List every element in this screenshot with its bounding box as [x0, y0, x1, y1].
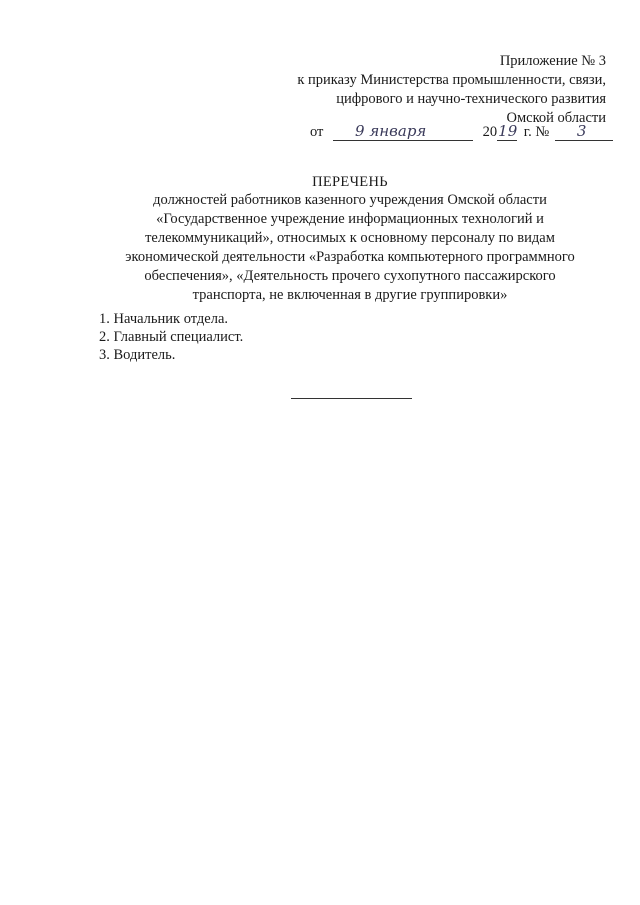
number-label: г. №	[523, 124, 550, 140]
list-item: 3. Водитель.	[99, 347, 176, 363]
handwritten-year: 19	[498, 122, 518, 140]
order-date-row	[310, 123, 613, 141]
year-blank	[497, 123, 517, 141]
list-item: 2. Главный специалист.	[99, 329, 244, 345]
subtitle-line: обеспечения», «Деятельность прочего сухопутного пассажирского	[144, 268, 556, 284]
appendix-region: Омской области	[506, 110, 606, 126]
document-subtitle	[100, 191, 600, 305]
appendix-header	[297, 52, 606, 128]
year-prefix: 20	[482, 124, 498, 140]
appendix-order-ref: к приказу Министерства промышленности, связи,	[297, 72, 606, 88]
subtitle-line: экономической деятельности «Разработка компьютерного программного	[125, 249, 575, 265]
handwritten-number: 3	[576, 122, 587, 140]
document-title: ПЕРЕЧЕНЬ	[312, 174, 388, 190]
subtitle-line: должностей работников казенного учреждения Омской области	[153, 192, 547, 208]
date-from-label: от	[310, 124, 324, 140]
list-item: 1. Начальник отдела.	[99, 311, 229, 327]
subtitle-line: телекоммуникаций», относимых к основному персоналу по видам	[145, 230, 555, 246]
positions-list	[99, 310, 243, 364]
appendix-number: Приложение № 3	[499, 53, 606, 69]
number-blank	[555, 123, 613, 141]
date-blank	[333, 123, 473, 141]
subtitle-line: транспорта, не включенная в другие группировки»	[192, 287, 508, 303]
end-divider	[291, 398, 412, 399]
handwritten-date: 9 января	[355, 122, 427, 140]
subtitle-line: «Государственное учреждение информационных технологий и	[156, 211, 544, 227]
appendix-ministry: цифрового и научно-технического развития	[336, 91, 606, 107]
